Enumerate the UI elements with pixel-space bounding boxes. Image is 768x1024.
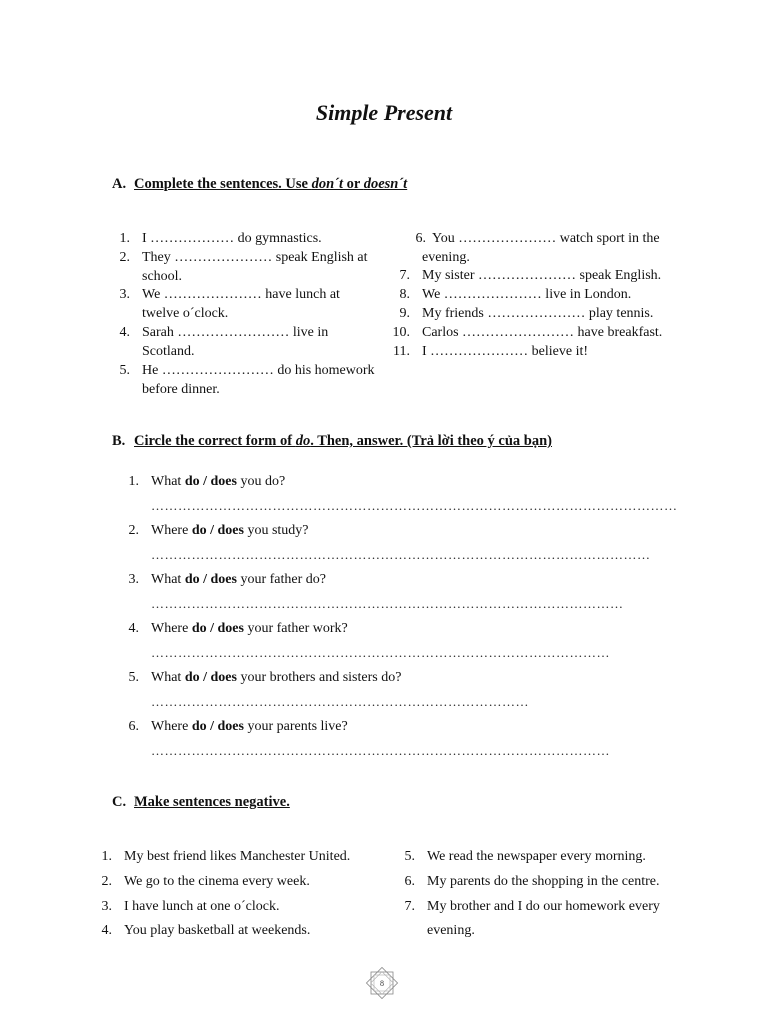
item-number: 2. (101, 874, 112, 889)
section-b-heading (112, 433, 552, 450)
item-number: 7. (399, 268, 410, 283)
item-number: 6. (404, 874, 415, 889)
item-text: You play basketball at weekends. (124, 923, 311, 938)
section-a-heading-dont: don´t (311, 176, 344, 192)
question-text: Where (151, 523, 192, 538)
item-number: 5. (128, 670, 139, 685)
do-does-choice[interactable]: do / does (184, 572, 237, 587)
section-b-heading-post: . Then, answer. (Trả lời theo ý của bạn) (310, 433, 553, 449)
item-number: 7. (404, 899, 415, 914)
item-text-continued: before dinner. (142, 382, 220, 397)
item-number: 5. (404, 849, 415, 864)
section-c-heading (112, 794, 290, 811)
question-text: your parents live? (243, 719, 348, 734)
item-text-continued: school. (142, 269, 183, 284)
answer-line[interactable]: …………………………………………………………………………………………… (151, 596, 624, 611)
page-number: 8 (380, 979, 384, 988)
section-c-letter: C. (112, 794, 127, 810)
do-does-choice[interactable]: do / does (184, 474, 237, 489)
item-text-continued: Scotland. (142, 344, 195, 359)
item-number: 1. (101, 849, 112, 864)
item-text: I ………………… believe it! (422, 344, 589, 359)
section-b-heading-text (134, 433, 552, 449)
question-text: your brothers and sisters do? (236, 670, 402, 685)
item-number: 3. (101, 899, 112, 914)
item-text-continued: evening. (427, 923, 475, 938)
item-text: We ………………… have lunch at (142, 287, 340, 302)
do-does-choice[interactable]: do / does (191, 523, 244, 538)
item-text: My sister ………………… speak English. (422, 268, 662, 283)
item-number: 2. (128, 523, 139, 538)
item-number: 5. (119, 363, 130, 378)
item-text: We go to the cinema every week. (124, 874, 310, 889)
item-text-continued: evening. (422, 250, 470, 265)
section-a-heading (112, 176, 407, 193)
item-number: 4. (101, 923, 112, 938)
question-text: you study? (243, 523, 309, 538)
question-text: What (151, 474, 185, 489)
section-a-letter: A. (112, 176, 127, 192)
item-number: 1. (128, 474, 139, 489)
answer-line[interactable]: ……………………………………………………………………………………………………… (151, 498, 678, 513)
item-number: 1. (119, 231, 130, 246)
item-text: We read the newspaper every morning. (427, 849, 646, 864)
section-b-heading-do: do (295, 433, 311, 449)
item-number: 3. (128, 572, 139, 587)
question-text: your father work? (243, 621, 348, 636)
item-text: You ………………… watch sport in the (432, 231, 660, 246)
item-number: 4. (128, 621, 139, 636)
section-a-heading-pre: Complete the sentences. Use (134, 176, 312, 192)
item-text: My best friend likes Manchester United. (124, 849, 351, 864)
item-text: My brother and I do our homework every (427, 899, 660, 914)
item-text: We ………………… live in London. (422, 287, 632, 302)
item-number: 9. (399, 306, 410, 321)
section-a-heading-text (134, 176, 407, 192)
item-text: My parents do the shopping in the centre. (427, 874, 660, 889)
section-c-heading-text: Make sentences negative. (134, 794, 290, 810)
item-text: I have lunch at one o´clock. (124, 899, 280, 914)
ornament-icon (364, 966, 400, 1000)
question-text: What (151, 670, 185, 685)
answer-line[interactable]: ………………………………………………………………………… (151, 694, 529, 709)
question-text: you do? (236, 474, 286, 489)
item-number: 2. (119, 250, 130, 265)
page-number-ornament (364, 966, 400, 1000)
item-number: 3. (119, 287, 130, 302)
item-text: I ……………… do gymnastics. (142, 231, 322, 246)
question-text: What (151, 572, 185, 587)
question-text: Where (151, 621, 192, 636)
answer-line[interactable]: ………………………………………………………………………………………………… (151, 547, 651, 562)
item-text: He …………………… do his homework (142, 363, 375, 378)
item-number: 8. (399, 287, 410, 302)
answer-line[interactable]: ………………………………………………………………………………………… (151, 743, 610, 758)
do-does-choice[interactable]: do / does (184, 670, 237, 685)
item-number: 10. (392, 325, 410, 340)
item-text: Carlos …………………… have breakfast. (422, 325, 663, 340)
item-number: 11. (393, 344, 410, 359)
item-text-continued: twelve o´clock. (142, 306, 229, 321)
section-a-heading-or: or (343, 176, 364, 192)
item-number: 6. (128, 719, 139, 734)
question-text: your father do? (236, 572, 326, 587)
item-number: 4. (119, 325, 130, 340)
item-text: My friends ………………… play tennis. (422, 306, 654, 321)
question-text: Where (151, 719, 192, 734)
answer-line[interactable]: ………………………………………………………………………………………… (151, 645, 610, 660)
item-text: They ………………… speak English at (142, 250, 368, 265)
do-does-choice[interactable]: do / does (191, 719, 244, 734)
do-does-choice[interactable]: do / does (191, 621, 244, 636)
item-number: 6. (415, 231, 426, 246)
section-a-heading-doesnt: doesn´t (363, 176, 408, 192)
page-title: Simple Present (315, 100, 453, 125)
item-text: Sarah …………………… live in (142, 325, 329, 340)
section-b-heading-pre: Circle the correct form of (134, 433, 296, 449)
section-b-letter: B. (112, 433, 126, 449)
